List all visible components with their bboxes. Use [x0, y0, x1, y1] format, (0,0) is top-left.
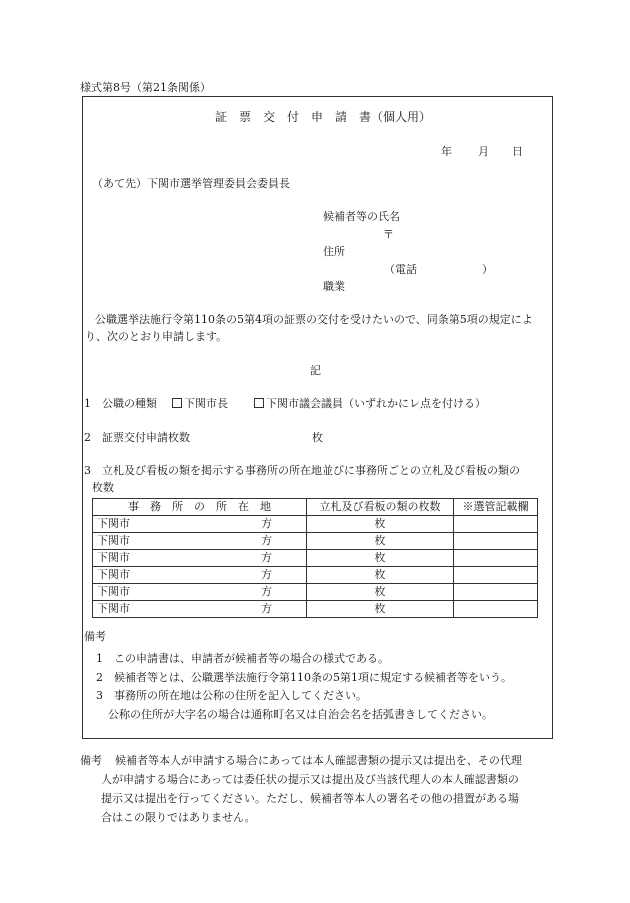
suffix-label: 方: [261, 568, 272, 581]
form-frame: [82, 96, 553, 739]
inner-note-item: 1 この申請書は、申請者が候補者等の場合の様式である。: [96, 652, 389, 665]
table-row: [93, 533, 538, 550]
inner-note-item: 公称の住所が大字名の場合は通称町名又は自治会名を括弧書きしてください。: [108, 708, 493, 721]
option-council-label: 下関市議会議員（いずれかにレ点を付ける）: [266, 397, 486, 410]
outer-notes-heading: 備考: [80, 754, 102, 767]
city-label: 下関市: [97, 585, 130, 598]
outer-note-line: 提示又は提出を行ってください。ただし、候補者等本人の署名その他の措置がある場: [101, 792, 519, 805]
table-row: [93, 567, 538, 584]
office-table: [92, 498, 538, 618]
count-cell[interactable]: 枚: [307, 567, 454, 584]
admin-cell: [454, 516, 538, 533]
location-cell[interactable]: [93, 516, 307, 533]
count-cell[interactable]: 枚: [307, 601, 454, 618]
suffix-label: 方: [261, 585, 272, 598]
body-text-line2: り、次のとおり申請します。: [85, 330, 228, 343]
item1-option-mayor: [172, 398, 228, 409]
form-number: 様式第8号（第21条関係）: [80, 81, 211, 94]
admin-cell: [454, 550, 538, 567]
form-title: 証 票 交 付 申 請 書（個人用）: [215, 110, 432, 124]
applicant-phone-label: （電話: [384, 263, 417, 276]
outer-note-line: 合はこの限りではありません。: [101, 811, 256, 824]
item3-line2: 枚数: [92, 481, 114, 494]
table-header-row: [93, 499, 538, 516]
applicant-phone-close: ）: [482, 263, 493, 276]
count-cell[interactable]: 枚: [307, 584, 454, 601]
addressee: （あて先）下関市選挙管理委員会委員長: [92, 177, 290, 190]
header-location: 事 務 所 の 所 在 地: [93, 499, 307, 516]
header-admin-use: ※選管記載欄: [454, 499, 538, 516]
checkbox-council[interactable]: [254, 398, 264, 408]
suffix-label: 方: [261, 551, 272, 564]
table-row: [93, 516, 538, 533]
city-label: 下関市: [97, 602, 130, 615]
header-sign-count: 立札及び看板の類の枚数: [307, 499, 454, 516]
table-row: [93, 601, 538, 618]
outer-note-line: 候補者等本人が申請する場合にあっては本人確認書類の提示又は提出を、その代理: [115, 754, 522, 767]
admin-cell: [454, 601, 538, 618]
applicant-address-label: 住所: [323, 245, 345, 258]
applicant-occupation-label: 職業: [323, 280, 345, 293]
option-mayor-label: 下関市長: [184, 397, 228, 410]
outer-note-line: 人が申請する場合にあっては委任状の提示又は提出及び当該代理人の本人確認書類の: [101, 773, 519, 786]
body-text-line1: 公職選挙法施行令第110条の5第4項の証票の交付を受けたいので、同条第5項の規定によ: [95, 313, 533, 326]
location-cell[interactable]: [93, 601, 307, 618]
date-month: 月: [478, 145, 489, 158]
table-row: [93, 550, 538, 567]
city-label: 下関市: [97, 568, 130, 581]
count-cell[interactable]: 枚: [307, 533, 454, 550]
location-cell[interactable]: [93, 584, 307, 601]
inner-note-item: 2 候補者等とは、公職選挙法施行令第110条の5第1項に規定する候補者等をいう。: [96, 671, 512, 684]
suffix-label: 方: [261, 534, 272, 547]
location-cell[interactable]: [93, 550, 307, 567]
city-label: 下関市: [97, 517, 130, 530]
admin-cell: [454, 533, 538, 550]
admin-cell: [454, 584, 538, 601]
suffix-label: 方: [261, 602, 272, 615]
suffix-label: 方: [261, 517, 272, 530]
item1-option-council: [254, 398, 486, 409]
count-cell[interactable]: 枚: [307, 550, 454, 567]
count-cell[interactable]: 枚: [307, 516, 454, 533]
date-day: 日: [512, 145, 523, 158]
admin-cell: [454, 567, 538, 584]
ki-label: 記: [310, 364, 321, 377]
location-cell[interactable]: [93, 567, 307, 584]
inner-notes-heading: 備考: [84, 630, 106, 643]
checkbox-mayor[interactable]: [172, 398, 182, 408]
inner-note-item: 3 事務所の所在地は公称の住所を記入してください。: [96, 689, 367, 702]
item2-label: 2 証票交付申請枚数: [84, 431, 190, 444]
city-label: 下関市: [97, 551, 130, 564]
item1-label: 1 公職の種類: [84, 397, 157, 410]
item3-line1: 3 立札及び看板の類を掲示する事務所の所在地並びに事務所ごとの立札及び看板の類の: [84, 464, 520, 477]
location-cell[interactable]: [93, 533, 307, 550]
city-label: 下関市: [97, 534, 130, 547]
applicant-name-label: 候補者等の氏名: [323, 210, 400, 223]
table-row: [93, 584, 538, 601]
postal-mark: 〒: [383, 228, 394, 241]
date-year: 年: [441, 145, 452, 158]
item2-unit: 枚: [312, 431, 323, 444]
